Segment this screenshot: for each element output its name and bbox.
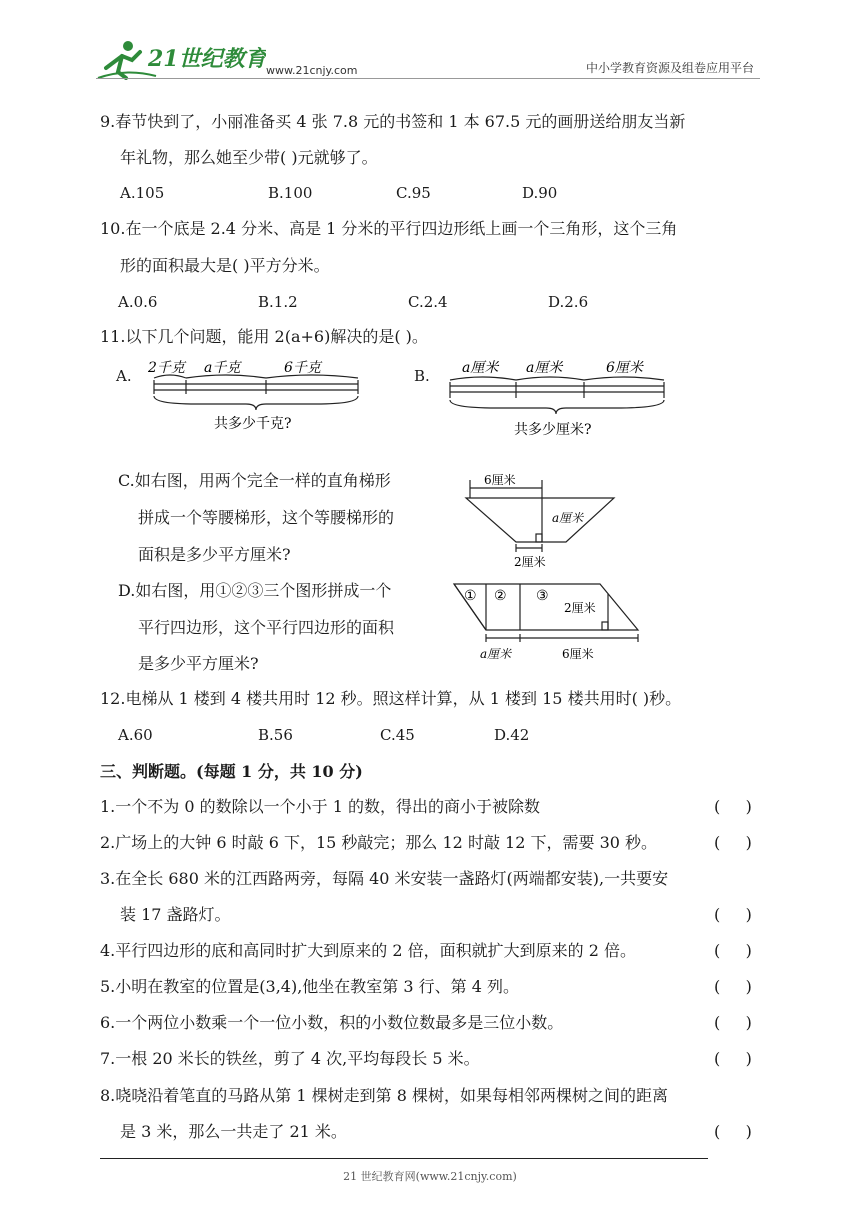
platform-name: 中小学教育资源及组卷应用平台: [585, 61, 754, 75]
judge-answer-4[interactable]: ( ): [714, 941, 752, 960]
site-logo: [96, 38, 266, 80]
judge-item-8-line2: 是 3 米，那么一共走了 21 米。: [120, 1122, 347, 1141]
piece-1-label: ①: [464, 588, 477, 604]
q11-line1: 11.以下几个问题，能用 2(a+6)解决的是( )。: [100, 327, 428, 346]
logo-text: 21世纪教育: [148, 46, 266, 72]
segment-diagram-b: [446, 354, 670, 444]
para-height-label: 2厘米: [564, 601, 596, 615]
seg-a-label-3: 6千克: [284, 360, 321, 376]
trap-height-label: a厘米: [552, 511, 584, 525]
judge-item-7: 7.一根 20 米长的铁丝，剪了 4 次,平均每段长 5 米。: [100, 1049, 480, 1068]
footer-text: 21 世纪教育网(www.21cnjy.com): [343, 1170, 517, 1183]
q9-option-b: B.100: [268, 184, 313, 202]
q10-option-b: B.1.2: [258, 293, 298, 311]
judge-item-3-line2: 装 17 盏路灯。: [120, 905, 231, 924]
q9-line1: 9.春节快到了，小丽准备买 4 张 7.8 元的书签和 1 本 67.5 元的画册送给朋友当新: [100, 112, 686, 131]
q11-option-d-line3: 是多少平方厘米?: [138, 654, 259, 673]
judge-answer-6[interactable]: ( ): [714, 1013, 752, 1032]
judge-answer-2[interactable]: ( ): [714, 833, 752, 852]
judge-answer-7[interactable]: ( ): [714, 1049, 752, 1068]
judge-answer-8[interactable]: ( ): [714, 1122, 752, 1141]
q10-option-c: C.2.4: [408, 293, 448, 311]
judge-item-3-line1: 3.在全长 680 米的江西路两旁，每隔 40 米安装一盏路灯(两端都安装),一共要安: [100, 869, 669, 888]
site-url: www.21cnjy.com: [266, 64, 358, 77]
seg-b-label-2: a厘米: [526, 360, 563, 376]
segment-diagram-a: [146, 354, 368, 440]
header-divider: [96, 78, 760, 79]
parallelogram-diagram: [452, 578, 648, 664]
seg-a-label-2: a千克: [204, 360, 241, 376]
para-right-label: 6厘米: [562, 647, 594, 661]
q9-option-a: A.105: [120, 184, 165, 202]
seg-a-question: 共多少千克?: [214, 416, 292, 432]
q9-option-d: D.90: [522, 184, 558, 202]
judge-item-4: 4.平行四边形的底和高同时扩大到原来的 2 倍，面积就扩大到原来的 2 倍。: [100, 941, 636, 960]
trap-bottom-label: 2厘米: [514, 555, 546, 569]
piece-2-label: ②: [494, 588, 507, 604]
piece-3-label: ③: [536, 588, 549, 604]
q12-line1: 12.电梯从 1 楼到 4 楼共用时 12 秒。照这样计算，从 1 楼到 15 楼共用时( )秒。: [100, 689, 682, 708]
q11-option-b-letter: B.: [414, 367, 430, 385]
q11-option-c-line3: 面积是多少平方厘米?: [138, 545, 291, 564]
q11-option-d-line1: D.如右图，用①②③三个图形拼成一个: [118, 581, 392, 600]
q9-line2: 年礼物，那么她至少带( )元就够了。: [120, 148, 378, 167]
judge-item-6: 6.一个两位小数乘一个一位小数，积的小数位数最多是三位小数。: [100, 1013, 564, 1032]
judge-item-1: 1.一个不为 0 的数除以一个小于 1 的数，得出的商小于被除数: [100, 797, 540, 816]
q12-option-c: C.45: [380, 726, 415, 744]
q10-line1: 10.在一个底是 2.4 分米、高是 1 分米的平行四边形纸上画一个三角形，这个三角: [100, 219, 678, 238]
seg-b-question: 共多少厘米?: [514, 422, 592, 438]
q11-option-d-line2: 平行四边形，这个平行四边形的面积: [138, 618, 395, 637]
seg-b-label-1: a厘米: [462, 360, 499, 376]
q9-option-c: C.95: [396, 184, 431, 202]
q10-option-a: A.0.6: [118, 293, 158, 311]
q10-option-d: D.2.6: [548, 293, 589, 311]
seg-a-label-1: 2千克: [148, 360, 185, 376]
section-3-title: 三、判断题。(每题 1 分，共 10 分): [100, 762, 363, 781]
seg-b-label-3: 6厘米: [606, 360, 643, 376]
judge-answer-3[interactable]: ( ): [714, 905, 752, 924]
q10-line2: 形的面积最大是( )平方分米。: [120, 256, 330, 275]
judge-answer-5[interactable]: ( ): [714, 977, 752, 996]
q11-option-a-letter: A.: [116, 367, 132, 385]
q12-option-d: D.42: [494, 726, 530, 744]
judge-item-8-line1: 8.哓哓沿着笔直的马路从第 1 棵树走到第 8 棵树，如果每相邻两棵树之间的距离: [100, 1086, 668, 1105]
q11-option-c-line2: 拼成一个等腰梯形，这个等腰梯形的: [138, 508, 395, 527]
judge-item-5: 5.小明在教室的位置是(3,4),他坐在教室第 3 行、第 4 列。: [100, 977, 519, 996]
q11-option-c-line1: C.如右图，用两个完全一样的直角梯形: [118, 471, 391, 490]
judge-answer-1[interactable]: ( ): [714, 797, 752, 816]
trapezoid-diagram: [462, 466, 622, 570]
trap-top-label: 6厘米: [484, 473, 516, 487]
para-left-label: a厘米: [480, 647, 512, 661]
footer-divider: [100, 1158, 708, 1159]
q12-option-b: B.56: [258, 726, 293, 744]
q12-option-a: A.60: [118, 726, 153, 744]
judge-item-2: 2.广场上的大钟 6 时敲 6 下，15 秒敲完；那么 12 时敲 12 下，需要 30 秒。: [100, 833, 658, 852]
